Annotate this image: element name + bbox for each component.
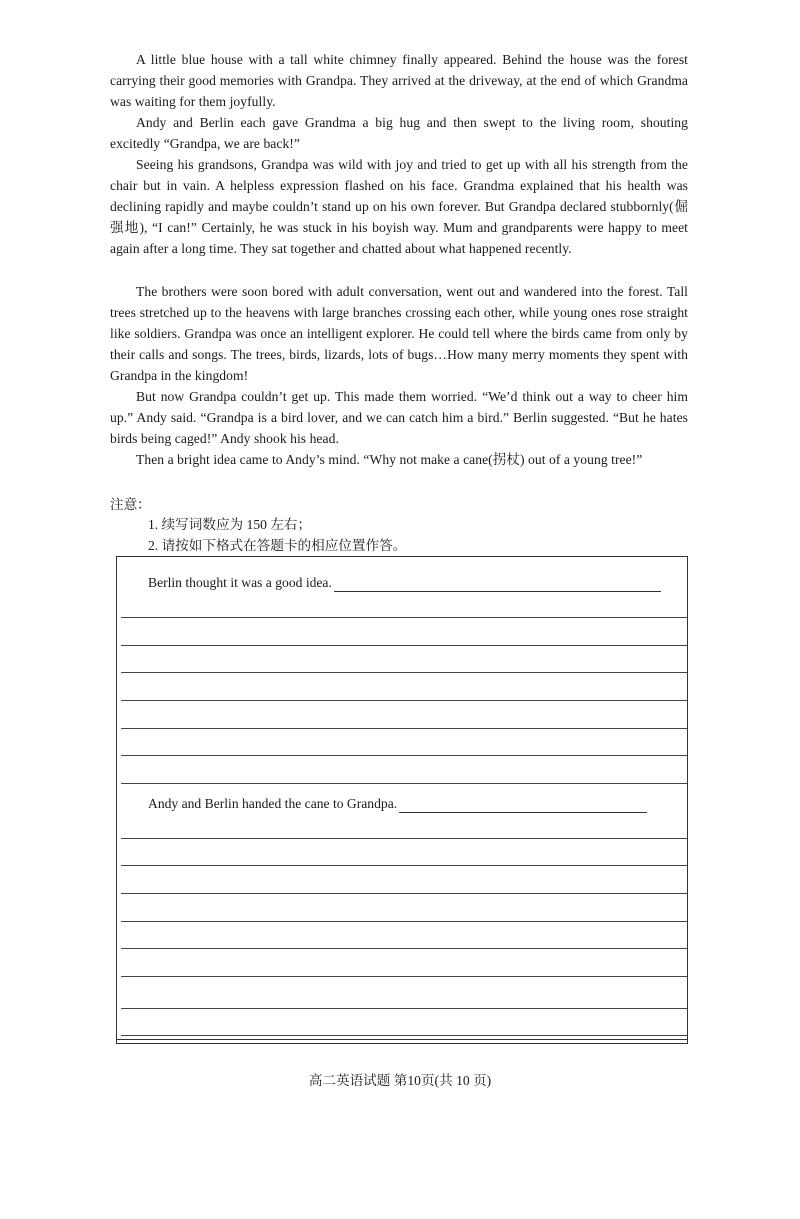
prompt-2-text: Andy and Berlin handed the cane to Grandpa. [148,796,398,811]
writing-line[interactable] [121,700,687,701]
story-paragraph-1: A little blue house with a tall white chimney finally appeared. Behind the house was the forest carrying their good memories with Grandpa. They arrived at the driveway, at the end of which Grandma was waiting for them joyfully. [110,52,688,109]
writing-line[interactable] [121,893,687,894]
writing-line[interactable] [121,1008,687,1009]
writing-line[interactable] [121,948,687,949]
prompt-1-blank[interactable] [334,577,661,592]
writing-line[interactable] [121,617,687,618]
notes-list [148,514,406,556]
note-item-1: 1. 续写词数应为 150 左右； [148,517,312,532]
writing-line[interactable] [121,783,687,784]
prompt-1-text: Berlin thought it was a good idea. [148,575,332,590]
writing-line[interactable] [121,645,687,646]
notes-title: 注意： [110,497,151,512]
writing-line[interactable] [121,976,687,977]
story-paragraph-4: The brothers were soon bored with adult conversation, went out and wandered into the forest. Tall trees stretched up to the heavens with large branches crossing each other, while young ones rose straight like soldiers. Grandpa was once an intelligent explorer. He could tell where the birds came from only by their calls and songs. The trees, birds, lizards, lots of bugs…How many merry moments they spent with Grandpa in the kingdom! [110,284,688,383]
writing-line[interactable] [121,1035,687,1036]
note-item-2: 2. 请按如下格式在答题卡的相应位置作答。 [148,538,407,553]
writing-line[interactable] [121,865,687,866]
writing-line[interactable] [121,728,687,729]
prompt-2-blank[interactable] [399,798,647,813]
story-paragraph-2: Andy and Berlin each gave Grandma a big hug and then swept to the living room, shouting excitedly “Grandpa, we are back!” [110,115,688,151]
prompt-1 [148,574,661,592]
page-footer: 高二英语试题 第10页(共 10 页) [308,1073,492,1088]
story-paragraph-5: But now Grandpa couldn’t get up. This made them worried. “We’d think out a way to cheer him up.” Andy said. “Grandpa is a bird lover, and we can catch him a bird.” Berlin suggested. “But he hates birds being caged!” Andy shook his head. [110,389,688,446]
writing-line[interactable] [121,838,687,839]
story-paragraph-6: Then a bright idea came to Andy’s mind. “Why not make a cane(拐杖) out of a young tree!” [136,452,643,467]
story-paragraph-3: Seeing his grandsons, Grandpa was wild with joy and tried to get up with all his strength from the chair but in vain. A helpless expression flashed on his face. Grandma explained that his health was declining rapidly and maybe couldn’t stand up on his own forever. But Grandpa declared stubbornly(倔强地), “I can!” Certainly, he was stuck in his boyish way. Mum and grandparents were happy to meet again after a long time. They sat together and chatted about what happened recently. [110,157,688,256]
writing-line[interactable] [121,755,687,756]
prompt-2 [148,795,647,813]
writing-line[interactable] [121,921,687,922]
answer-box [116,556,688,1044]
writing-line[interactable] [121,672,687,673]
